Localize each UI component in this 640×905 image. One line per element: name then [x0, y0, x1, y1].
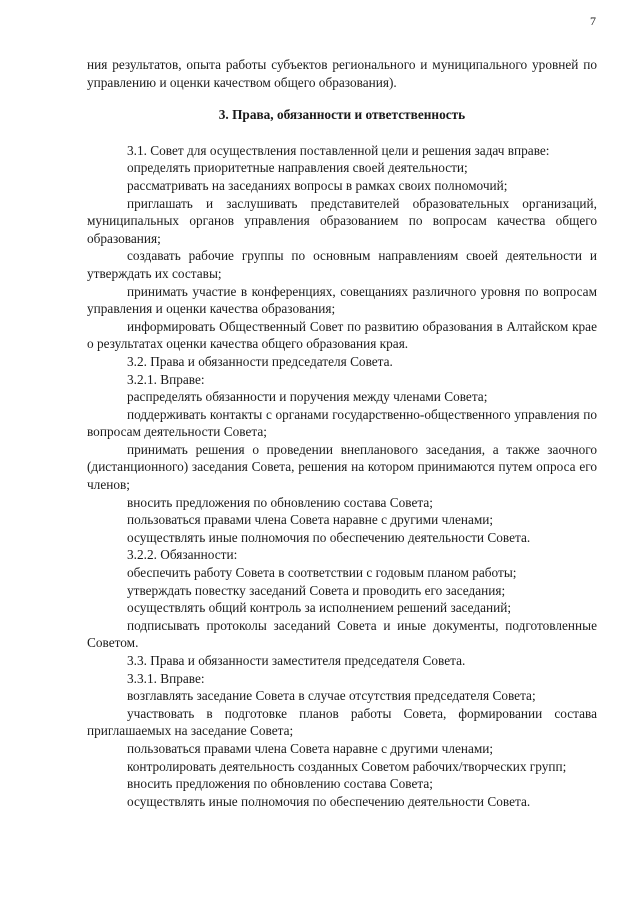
document-body — [87, 56, 597, 810]
paragraph: осуществлять иные полномочия по обеспечению деятельности Совета. — [127, 793, 531, 809]
paragraph: принимать решения о проведении внепланового заседания, а также заочного (дистанционного) заседания Совета, решения на котором принимаются путем опроса его членов; — [87, 441, 597, 493]
paragraph: информировать Общественный Совет по развитию образования в Алтайском крае о результатах оценки качества общего образования края. — [87, 318, 597, 352]
paragraph: вносить предложения по обновлению состава Совета; — [127, 494, 433, 510]
paragraph: утверждать повестку заседаний Совета и проводить его заседания; — [127, 582, 506, 598]
paragraph: контролировать деятельность созданных Советом рабочих/творческих групп; — [127, 758, 567, 774]
paragraph: 3.2. Права и обязанности председателя Совета. — [127, 353, 393, 369]
paragraph: распределять обязанности и поручения между членами Совета; — [127, 389, 488, 405]
paragraph: приглашать и заслушивать представителей образовательных организаций, муниципальных органов управления образованием по вопросам качества общего образования; — [87, 195, 597, 246]
paragraph: 3.3.1. Вправе: — [127, 670, 205, 686]
paragraph: возглавлять заседание Совета в случае отсутствия председателя Совета; — [127, 688, 536, 704]
paragraph: вносить предложения по обновлению состава Совета; — [127, 776, 433, 792]
paragraph: 3.3. Права и обязанности заместителя председателя Совета. — [127, 653, 466, 668]
section-title: 3. Права, обязанности и ответственность — [218, 107, 466, 123]
paragraph: поддерживать контакты с органами государственно-общественного управления по вопросам деятельности Совета; — [87, 406, 597, 440]
paragraph: 3.2.2. Обязанности: — [127, 547, 238, 563]
paragraph: создавать рабочие группы по основным направлениям своей деятельности и утверждать их составы; — [87, 248, 597, 281]
paragraph: определять приоритетные направления своей деятельности; — [127, 160, 468, 176]
paragraph: подписывать протоколы заседаний Совета и иные документы, подготовленные Советом. — [87, 617, 597, 651]
page-number: 7 — [590, 14, 596, 28]
paragraph: 3.2.1. Вправе: — [127, 371, 205, 387]
paragraph: осуществлять общий контроль за исполнением решений заседаний; — [127, 600, 512, 616]
paragraph: рассматривать на заседаниях вопросы в рамках своих полномочий; — [127, 177, 508, 193]
paragraph: 3.1. Совет для осуществления поставленной цели и решения задач вправе: — [127, 142, 550, 158]
paragraph: пользоваться правами члена Совета наравне с другими членами; — [127, 512, 494, 528]
paragraph: принимать участие в конференциях, совещаниях различного уровня по вопросам управления и оценки качества образования; — [87, 283, 597, 317]
paragraph: пользоваться правами члена Совета наравне с другими членами; — [127, 740, 494, 756]
paragraph: осуществлять иные полномочия по обеспечению деятельности Совета. — [127, 529, 531, 545]
paragraph: обеспечить работу Совета в соответствии с годовым планом работы; — [127, 565, 517, 581]
intro-paragraph: ния результатов, опыта работы субъектов регионального и муниципального уровней по управлению и оценки качеством общего образования). — [87, 57, 597, 90]
paragraph: участвовать в подготовке планов работы Совета, формировании состава приглашаемых на заседание Совета; — [87, 705, 597, 739]
